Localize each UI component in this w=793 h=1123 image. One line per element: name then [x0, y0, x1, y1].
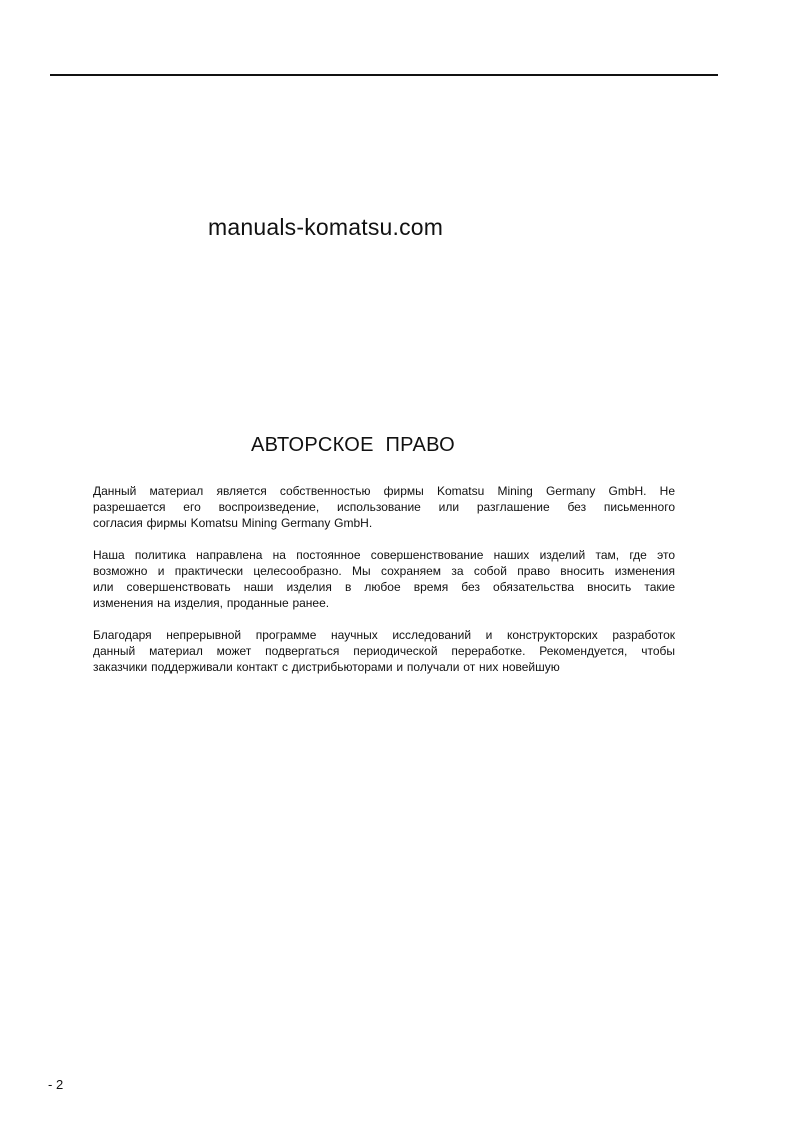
- page-number: - 2: [48, 1077, 64, 1092]
- text-line: изменения на изделия, проданные ранее.: [93, 596, 330, 610]
- text-line: Наша политика направлена на постоянное совершенствование наших изделий там, где это: [93, 548, 675, 562]
- header-rule: [50, 74, 718, 76]
- page-title: АВТОРСКОЕ ПРАВО: [251, 434, 455, 456]
- paragraph-ownership: [93, 483, 675, 531]
- text-line: разрешается его воспроизведение, использование или разглашение без письменного: [93, 500, 675, 514]
- paragraph-policy: [93, 547, 675, 611]
- text-line: Благодаря непрерывной программе научных исследований и конструкторских разработок: [93, 628, 675, 642]
- text-line: Данный материал является собственностью фирмы Komatsu Mining Germany GmbH. Не: [93, 484, 675, 498]
- text-line: данный материал может подвергаться периодической переработке. Рекомендуется, чтобы: [93, 644, 675, 658]
- text-line: или совершенствовать наши изделия в любое время без обязательства вносить такие: [93, 580, 675, 594]
- copyright-body: [93, 483, 675, 691]
- paragraph-revisions: [93, 627, 675, 675]
- text-line: заказчики поддерживали контакт с дистрибьюторами и получали от них новейшую: [93, 660, 560, 674]
- text-line: возможно и практически целесообразно. Мы сохраняем за собой право вносить изменения: [93, 564, 675, 578]
- text-line: согласия фирмы Komatsu Mining Germany GmbH.: [93, 516, 373, 530]
- watermark-url: manuals-komatsu.com: [208, 214, 444, 240]
